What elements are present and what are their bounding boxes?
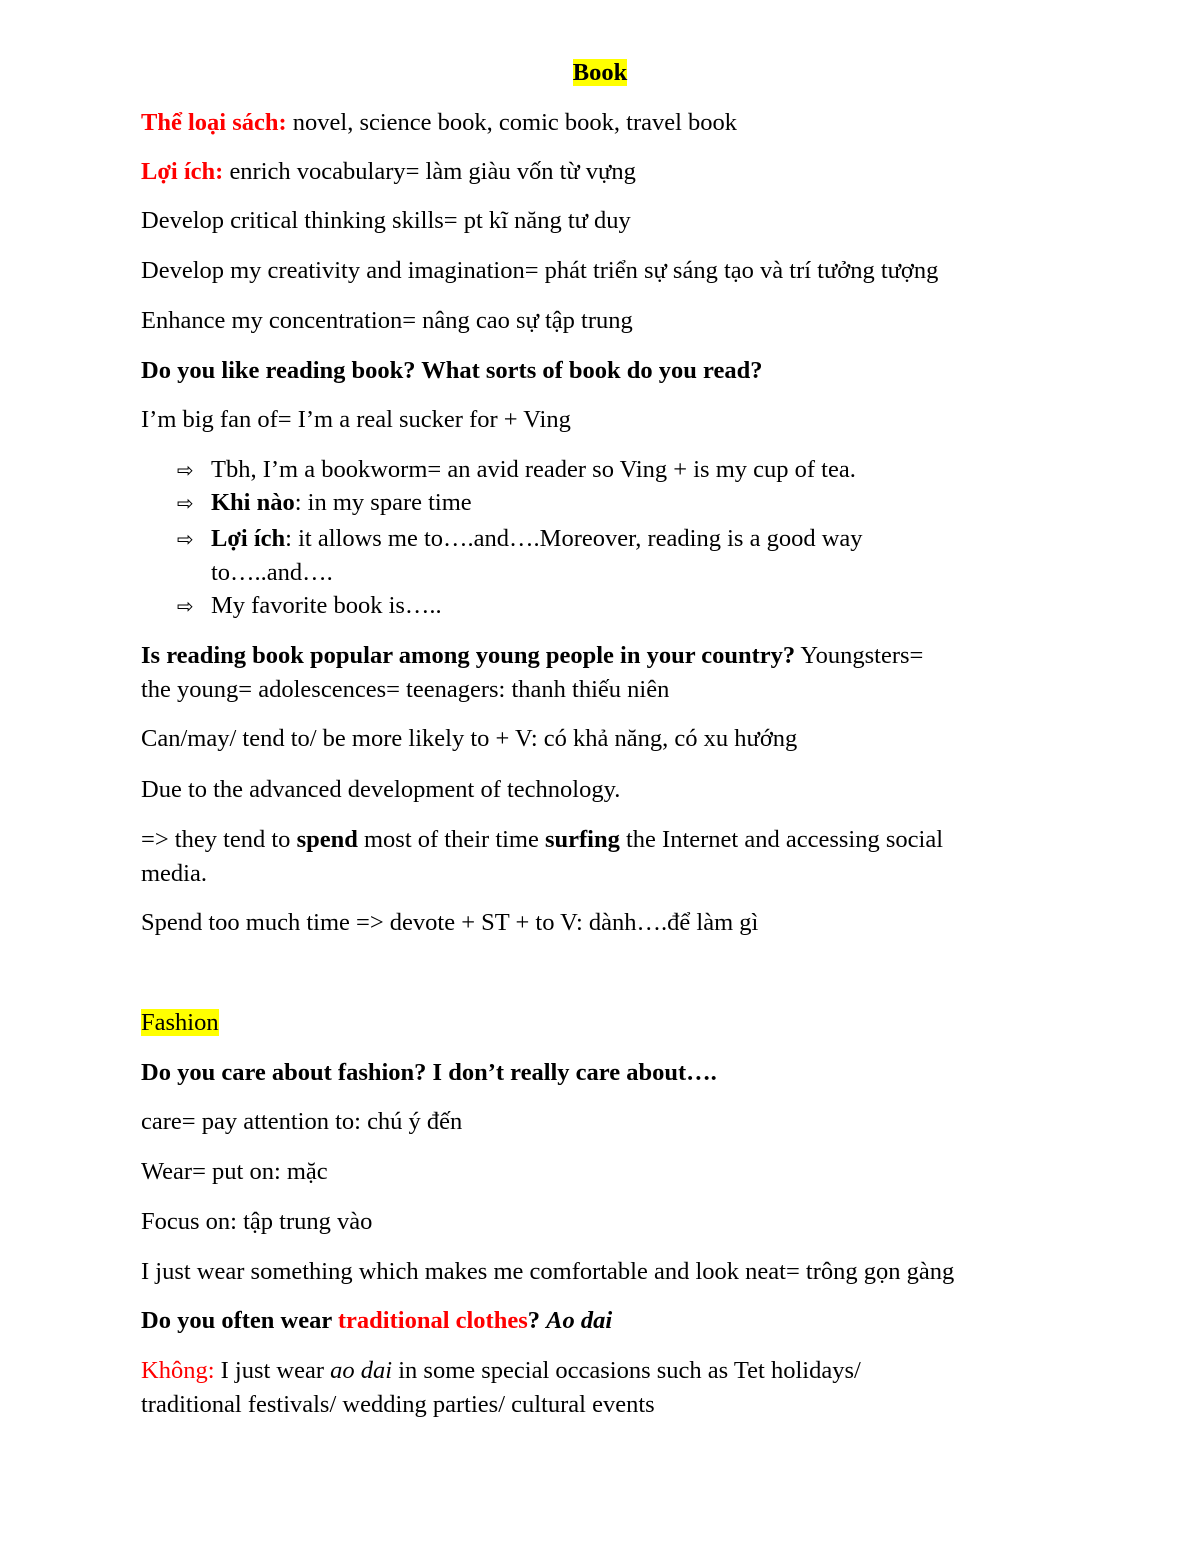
bullet-continuation: to…..and…. — [211, 559, 333, 586]
bullet-label: Lợi ích — [211, 525, 286, 552]
book-genres-line — [141, 107, 737, 139]
big-fan-line: I’m big fan of= I’m a real sucker for + Ving — [141, 406, 571, 433]
spend-text: => they tend to — [141, 826, 297, 853]
bullet-item — [141, 523, 1041, 555]
question-text: Do you often wear — [141, 1307, 338, 1334]
young-synonyms-line: the young= adolescences= teenagers: thanh thiếu niên — [141, 676, 670, 703]
due-to-line: Due to the advanced development of technology. — [141, 776, 621, 803]
bullet-item — [141, 454, 1041, 486]
fashion-title: Fashion — [141, 1009, 219, 1036]
bullet-text — [211, 487, 472, 519]
benefit-text: enrich vocabulary= làm giàu vốn từ vựng — [223, 158, 636, 185]
critical-thinking-line: Develop critical thinking skills= pt kĩ năng tư duy — [141, 207, 631, 234]
answer-text: in some special occasions such as Tet holidays/ — [392, 1357, 861, 1384]
concentration-line: Enhance my concentration= nâng cao sự tập trung — [141, 307, 633, 334]
neat-line: I just wear something which makes me comfortable and look neat= trông gọn gàng — [141, 1258, 955, 1285]
question-text: ? — [527, 1307, 547, 1334]
bullet-text: My favorite book is….. — [211, 592, 442, 619]
bullet-label: Khi nào — [211, 489, 295, 516]
book-title-line — [141, 57, 1059, 89]
ao-dai-label: Ao dai — [546, 1307, 613, 1334]
no-answer-continuation: traditional festivals/ wedding parties/ cultural events — [141, 1391, 655, 1418]
right-arrow-outline-icon: ⇨ — [177, 458, 194, 482]
right-arrow-outline-icon: ⇨ — [177, 527, 194, 551]
book-question-2: Is reading book popular among young people in your country? — [141, 642, 796, 669]
spend-continuation: media. — [141, 860, 207, 887]
bullet-text: Tbh, I’m a bookworm= an avid reader so Ving + is my cup of tea. — [211, 456, 856, 483]
book-benefit-line — [141, 156, 636, 188]
creativity-line: Develop my creativity and imagination= phát triển sự sáng tạo và trí tưởng tượng — [141, 257, 939, 284]
spend-text: most of their time — [357, 826, 545, 853]
no-answer-line — [141, 1355, 861, 1387]
tend-to-line: Can/may/ tend to/ be more likely to + V: có khả năng, có xu hướng — [141, 725, 798, 752]
care-line: care= pay attention to: chú ý đến — [141, 1108, 463, 1135]
right-arrow-outline-icon: ⇨ — [177, 491, 194, 515]
focus-line: Focus on: tập trung vào — [141, 1208, 373, 1235]
ao-dai-italic: ao dai — [330, 1357, 393, 1384]
spend-text: the Internet and accessing social — [619, 826, 944, 853]
youngsters-text: Youngsters= — [795, 642, 924, 669]
genres-text: novel, science book, comic book, travel book — [286, 109, 738, 136]
book-question-1: Do you like reading book? What sorts of book do you read? — [141, 357, 763, 384]
fashion-question-1: Do you care about fashion? I don’t really care about…. — [141, 1059, 717, 1086]
spend-word: spend — [296, 826, 358, 853]
devote-line: Spend too much time => devote + ST + to V: dành….để làm gì — [141, 909, 759, 936]
fashion-title-line — [141, 1007, 219, 1039]
benefit-label: Lợi ích: — [141, 158, 224, 185]
no-label: Không: — [141, 1357, 215, 1384]
bullet-item — [141, 487, 1041, 519]
book-title: Book — [572, 59, 628, 86]
answer-text: I just wear — [214, 1357, 331, 1384]
spend-time-line — [141, 824, 943, 856]
fashion-question-2 — [141, 1305, 612, 1337]
wear-line: Wear= put on: mặc — [141, 1158, 328, 1185]
bullet-text — [211, 523, 863, 555]
surfing-word: surfing — [544, 826, 620, 853]
genres-label: Thể loại sách: — [141, 109, 287, 136]
bullet-body: : in my spare time — [294, 489, 472, 516]
book-question-2-line — [141, 640, 923, 672]
right-arrow-outline-icon: ⇨ — [177, 594, 194, 618]
bullet-body: : it allows me to….and….Moreover, reading is a good way — [285, 525, 863, 552]
bullet-item — [141, 590, 1041, 622]
traditional-clothes: traditional clothes — [337, 1307, 528, 1334]
